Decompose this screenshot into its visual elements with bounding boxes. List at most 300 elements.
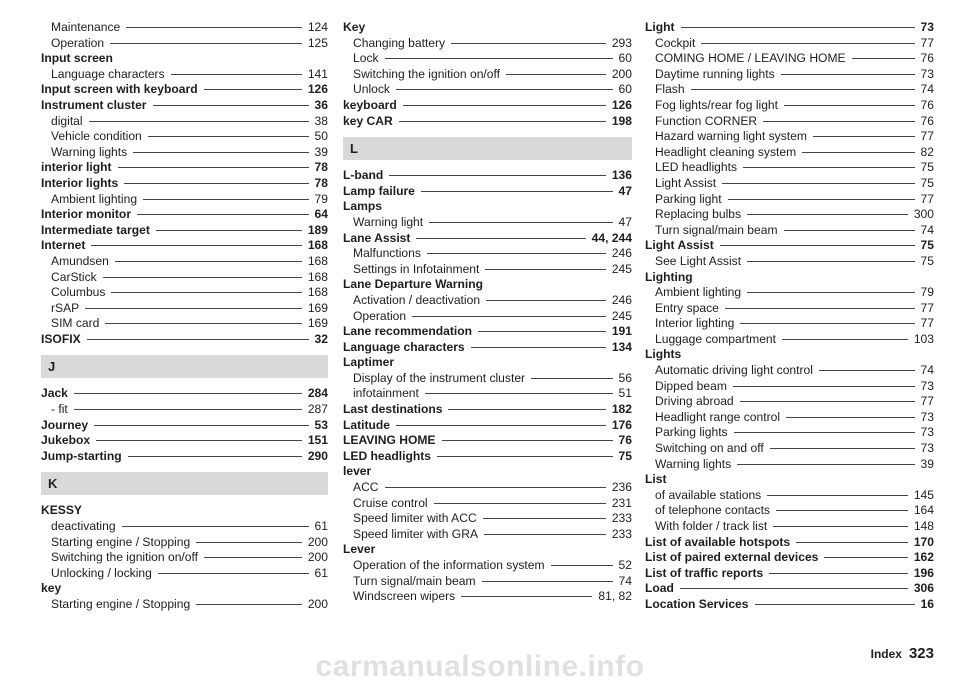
- page-reference: 60: [618, 82, 632, 97]
- index-subentry: [343, 496, 632, 512]
- index-entry: [645, 597, 934, 613]
- leader-line: [403, 105, 606, 106]
- entry-term: Lights: [645, 347, 682, 362]
- page-reference: 78: [314, 160, 328, 175]
- leader-line: [728, 199, 915, 200]
- page-reference: 53: [314, 417, 328, 432]
- index-subentry: [343, 386, 632, 402]
- index-subentry: [645, 457, 934, 473]
- page-reference: 56: [618, 370, 632, 385]
- page-reference: 82: [920, 144, 934, 159]
- index-entry: [645, 550, 934, 566]
- page-reference: 306: [913, 581, 934, 596]
- index-subentry: [41, 597, 328, 613]
- leader-line: [755, 604, 915, 605]
- leader-line: [204, 557, 302, 558]
- watermark: carmanualsonline.info: [315, 650, 645, 683]
- leader-line: [171, 74, 302, 75]
- entry-term: Location Services: [645, 596, 749, 611]
- entry-term: COMING HOME / LEAVING HOME: [655, 51, 846, 66]
- page-reference: 74: [920, 82, 934, 97]
- page-reference: 245: [611, 308, 632, 323]
- section-header: L: [343, 137, 632, 160]
- leader-line: [743, 167, 915, 168]
- entry-term: KESSY: [41, 503, 82, 518]
- entry-term: Display of the instrument cluster: [353, 370, 526, 385]
- entry-term: Daytime running lights: [655, 66, 775, 81]
- entry-term: Operation of the information system: [353, 558, 545, 572]
- entry-term: Cockpit: [655, 35, 696, 50]
- entry-term: rSAP: [51, 300, 80, 315]
- page-reference: 60: [618, 51, 632, 66]
- entry-term: Cruise control: [353, 495, 428, 510]
- entry-term: Lever: [343, 542, 376, 557]
- index-subentry: [343, 371, 632, 387]
- index-entry: [343, 199, 632, 215]
- page-reference: 169: [307, 300, 328, 315]
- index-subentry: [645, 363, 934, 379]
- leader-line: [824, 557, 907, 558]
- entry-term: Parking lights: [655, 425, 728, 440]
- page-reference: 293: [611, 35, 632, 50]
- index-subentry: [343, 480, 632, 496]
- index-entry: [41, 433, 328, 449]
- index-entry: [41, 223, 328, 239]
- leader-line: [122, 526, 309, 527]
- page-reference: 77: [920, 394, 934, 409]
- entry-term: Instrument cluster: [41, 97, 147, 112]
- entry-term: Last destinations: [343, 402, 443, 417]
- entry-term: Internet: [41, 238, 86, 253]
- leader-line: [773, 526, 908, 527]
- index-subentry: [41, 566, 328, 582]
- index-subentry: [41, 254, 328, 270]
- page-reference: 198: [611, 113, 632, 128]
- page-reference: 189: [307, 222, 328, 237]
- page-reference: 76: [920, 113, 934, 128]
- page-reference: 200: [307, 597, 328, 611]
- index-subentry: [645, 145, 934, 161]
- leader-line: [681, 27, 915, 28]
- leader-line: [782, 339, 908, 340]
- leader-line: [196, 542, 302, 543]
- page-reference: 75: [920, 253, 934, 268]
- leader-line: [733, 386, 915, 387]
- index-entry: [343, 114, 632, 130]
- index-column-1: [41, 20, 328, 613]
- index-entry: [645, 566, 934, 582]
- entry-term: Light: [645, 20, 675, 34]
- leader-line: [103, 277, 302, 278]
- entry-term: Latitude: [343, 417, 391, 432]
- index-entry: [41, 176, 328, 192]
- index-subentry: [343, 309, 632, 325]
- section-header: J: [41, 355, 328, 378]
- entry-term: Warning lights: [655, 456, 732, 471]
- index-entry: [343, 542, 632, 558]
- entry-term: Ambient lighting: [655, 285, 742, 300]
- index-subentry: [645, 410, 934, 426]
- leader-line: [482, 581, 613, 582]
- index-subentry: [41, 301, 328, 317]
- index-entry: [41, 238, 328, 254]
- entry-term: L-band: [343, 168, 384, 183]
- entry-term: SIM card: [51, 316, 100, 331]
- index-subentry: [645, 441, 934, 457]
- page-reference: 151: [307, 433, 328, 448]
- leader-line: [143, 199, 308, 200]
- leader-line: [412, 316, 606, 317]
- entry-term: Starting engine / Stopping: [51, 597, 191, 611]
- leader-line: [478, 331, 606, 332]
- entry-term: Warning light: [353, 214, 424, 229]
- leader-line: [437, 456, 613, 457]
- page-reference: 148: [913, 519, 934, 533]
- index-subentry: [343, 262, 632, 278]
- entry-term: Light Assist: [645, 238, 714, 253]
- index-subentry: [343, 511, 632, 527]
- leader-line: [137, 214, 309, 215]
- entry-term: Input screen with keyboard: [41, 82, 198, 97]
- leader-line: [784, 105, 915, 106]
- leader-line: [747, 214, 908, 215]
- leader-line: [786, 417, 914, 418]
- index-subentry: [645, 160, 934, 176]
- index-subentry: [645, 316, 934, 332]
- page-reference: 168: [307, 285, 328, 300]
- page-reference: 300: [913, 207, 934, 222]
- page-reference: 73: [920, 409, 934, 424]
- leader-line: [115, 261, 302, 262]
- index-subentry: [645, 67, 934, 83]
- index-subentry: [41, 192, 328, 208]
- leader-line: [416, 238, 585, 239]
- page-reference: 233: [611, 511, 632, 526]
- leader-line: [734, 432, 915, 433]
- entry-term: Hazard warning light system: [655, 129, 807, 144]
- page-reference: 77: [920, 35, 934, 50]
- leader-line: [486, 300, 606, 301]
- leader-line: [796, 542, 908, 543]
- index-subentry: [41, 285, 328, 301]
- page-reference: 162: [913, 550, 934, 565]
- leader-line: [425, 393, 613, 394]
- index-entry: [645, 238, 934, 254]
- leader-line: [196, 604, 302, 605]
- index-subentry: [343, 558, 632, 574]
- entry-term: Lighting: [645, 269, 693, 284]
- index-entry: [343, 433, 632, 449]
- page-reference: 125: [307, 35, 328, 50]
- index-subentry: [645, 254, 934, 270]
- index-subentry: [343, 215, 632, 231]
- index-entry: [343, 418, 632, 434]
- entry-term: Switching the ignition on/off: [51, 550, 199, 565]
- leader-line: [124, 183, 308, 184]
- entry-term: Speed limiter with GRA: [353, 526, 479, 541]
- index-entry: [41, 51, 328, 67]
- leader-line: [770, 448, 915, 449]
- entry-term: Entry space: [655, 300, 719, 315]
- leader-line: [740, 401, 915, 402]
- entry-term: Changing battery: [353, 35, 446, 50]
- page-reference: 74: [920, 363, 934, 378]
- index-entry: [343, 277, 632, 293]
- entry-term: Columbus: [51, 285, 106, 300]
- entry-term: key CAR: [343, 113, 393, 128]
- entry-term: Malfunctions: [353, 246, 421, 261]
- page-reference: 200: [307, 534, 328, 549]
- entry-term: Lamps: [343, 199, 382, 214]
- entry-term: LEAVING HOME: [343, 433, 436, 448]
- leader-line: [85, 308, 302, 309]
- entry-term: See Light Assist: [655, 253, 742, 268]
- page-reference: 73: [920, 378, 934, 393]
- index-entry: [343, 184, 632, 200]
- page-reference: 103: [913, 331, 934, 346]
- page-reference: 287: [307, 402, 328, 417]
- leader-line: [784, 230, 915, 231]
- leader-line: [747, 292, 914, 293]
- index-entry: [343, 20, 632, 36]
- leader-line: [852, 58, 915, 59]
- index-subentry: [41, 316, 328, 332]
- leader-line: [96, 440, 302, 441]
- page-reference: 47: [618, 214, 632, 229]
- index-subentry: [645, 285, 934, 301]
- entry-term: Luggage compartment: [655, 331, 777, 346]
- page-reference: 75: [920, 238, 934, 253]
- index-entry: [343, 168, 632, 184]
- leader-line: [399, 121, 606, 122]
- entry-term: Key: [343, 20, 366, 34]
- leader-line: [427, 253, 606, 254]
- leader-line: [767, 495, 908, 496]
- leader-line: [747, 261, 914, 262]
- leader-line: [819, 370, 915, 371]
- entry-term: With folder / track list: [655, 519, 768, 533]
- page-reference: 44, 244: [591, 230, 632, 245]
- leader-line: [776, 510, 908, 511]
- index-entry: [41, 449, 328, 465]
- page-reference: 78: [314, 175, 328, 190]
- entry-term: Light Assist: [655, 175, 717, 190]
- index-entry: [41, 82, 328, 98]
- section-header: K: [41, 472, 328, 495]
- leader-line: [396, 89, 613, 90]
- page-reference: 39: [920, 456, 934, 471]
- page-reference: 168: [307, 238, 328, 253]
- entry-term: Unlocking / locking: [51, 565, 152, 580]
- index-subentry: [343, 67, 632, 83]
- page-reference: 191: [611, 324, 632, 339]
- page-reference: 73: [920, 425, 934, 440]
- page-reference: 16: [920, 596, 934, 611]
- entry-term: Interior lighting: [655, 316, 735, 331]
- page-reference: 168: [307, 253, 328, 268]
- leader-line: [531, 378, 612, 379]
- index-subentry: [645, 301, 934, 317]
- index-entry: [343, 324, 632, 340]
- page-reference: 126: [307, 82, 328, 97]
- entry-term: Lamp failure: [343, 183, 415, 198]
- index-entry: [41, 332, 328, 348]
- page-reference: 168: [307, 269, 328, 284]
- index-subentry: [645, 192, 934, 208]
- entry-term: interior light: [41, 160, 112, 175]
- page-reference: 182: [611, 402, 632, 417]
- leader-line: [385, 487, 606, 488]
- page-reference: 245: [611, 261, 632, 276]
- page-reference: 73: [920, 441, 934, 456]
- leader-line: [421, 191, 613, 192]
- index-entry: [645, 270, 934, 286]
- page-reference: 61: [314, 519, 328, 534]
- entry-term: LED headlights: [343, 448, 432, 463]
- page-reference: 76: [920, 51, 934, 66]
- page-reference: 75: [920, 160, 934, 175]
- leader-line: [133, 152, 308, 153]
- entry-term: Load: [645, 581, 674, 596]
- index-subentry: [343, 527, 632, 543]
- page-reference: 77: [920, 191, 934, 206]
- page-reference: 47: [618, 183, 632, 198]
- entry-term: CarStick: [51, 269, 97, 284]
- index-subentry: [343, 246, 632, 262]
- index-column-3: [645, 20, 934, 613]
- leader-line: [434, 503, 606, 504]
- entry-term: key: [41, 581, 62, 596]
- leader-line: [385, 58, 613, 59]
- leader-line: [389, 175, 606, 176]
- index-subentry: [41, 20, 328, 36]
- index-entry: [41, 418, 328, 434]
- page-reference: 246: [611, 292, 632, 307]
- leader-line: [484, 534, 606, 535]
- index-entry: [41, 503, 328, 519]
- entry-term: digital: [51, 113, 83, 128]
- entry-term: Interior lights: [41, 175, 119, 190]
- leader-line: [429, 222, 612, 223]
- index-subentry: [645, 114, 934, 130]
- entry-term: Function CORNER: [655, 113, 758, 128]
- entry-term: Jump-starting: [41, 448, 122, 463]
- page-reference: 141: [307, 66, 328, 81]
- leader-line: [87, 339, 309, 340]
- index-subentry: [41, 270, 328, 286]
- index-subentry: [41, 519, 328, 535]
- index-subentry: [645, 51, 934, 67]
- index-subentry: [645, 82, 934, 98]
- page-reference: 176: [611, 417, 632, 432]
- entry-term: Dipped beam: [655, 378, 727, 393]
- page-reference: 73: [920, 20, 934, 34]
- entry-term: Flash: [655, 82, 685, 97]
- leader-line: [105, 323, 301, 324]
- entry-term: infotainment: [353, 386, 419, 401]
- entry-term: Journey: [41, 417, 89, 432]
- leader-line: [737, 464, 914, 465]
- entry-term: Language characters: [343, 339, 465, 354]
- leader-line: [74, 409, 302, 410]
- index-subentry: [645, 98, 934, 114]
- index-subentry: [645, 503, 934, 519]
- leader-line: [89, 121, 309, 122]
- index-entry: [343, 98, 632, 114]
- footer-label: Index: [870, 647, 902, 661]
- page-reference: 284: [307, 386, 328, 401]
- entry-term: Speed limiter with ACC: [353, 511, 477, 526]
- index-subentry: [41, 67, 328, 83]
- index-column-2: [343, 20, 632, 605]
- entry-term: of available stations: [655, 487, 762, 502]
- page-reference: 124: [307, 20, 328, 34]
- entry-term: ACC: [353, 480, 379, 495]
- entry-term: Lock: [353, 51, 379, 66]
- leader-line: [769, 573, 908, 574]
- page-reference: 134: [611, 339, 632, 354]
- index-subentry: [645, 207, 934, 223]
- page-reference: 290: [307, 448, 328, 463]
- page-reference: 246: [611, 246, 632, 261]
- leader-line: [483, 518, 606, 519]
- leader-line: [725, 308, 915, 309]
- entry-term: Input screen: [41, 51, 113, 66]
- page-reference: 145: [913, 487, 934, 502]
- page-reference: 61: [314, 565, 328, 580]
- entry-term: Language characters: [51, 66, 165, 81]
- index-subentry: [343, 36, 632, 52]
- leader-line: [153, 105, 309, 106]
- entry-term: Replacing bulbs: [655, 207, 742, 222]
- leader-line: [740, 323, 914, 324]
- entry-term: Switching on and off: [655, 441, 764, 456]
- leader-line: [148, 136, 309, 137]
- index-subentry: [645, 332, 934, 348]
- index-subentry: [645, 394, 934, 410]
- entry-term: Amundsen: [51, 253, 109, 268]
- entry-term: lever: [343, 464, 372, 479]
- index-entry: [343, 464, 632, 480]
- index-subentry: [645, 176, 934, 192]
- page-reference: 76: [920, 97, 934, 112]
- entry-term: List of paired external devices: [645, 550, 819, 565]
- entry-term: Ambient lighting: [51, 191, 138, 206]
- index-entry: [41, 386, 328, 402]
- page-reference: 75: [920, 175, 934, 190]
- entry-term: List of available hotspots: [645, 534, 791, 549]
- entry-term: Parking light: [655, 191, 722, 206]
- page-reference: 50: [314, 129, 328, 144]
- page-reference: 39: [314, 144, 328, 159]
- page-reference: 51: [618, 386, 632, 401]
- index-subentry: [41, 550, 328, 566]
- entry-term: Lane recommendation: [343, 324, 473, 339]
- page-reference: 126: [611, 97, 632, 112]
- entry-term: Headlight range control: [655, 409, 781, 424]
- index-entry: [343, 355, 632, 371]
- index-subentry: [645, 488, 934, 504]
- page-reference: 38: [314, 113, 328, 128]
- leader-line: [204, 89, 302, 90]
- entry-term: List: [645, 472, 667, 487]
- entry-term: Fog lights/rear fog light: [655, 97, 779, 112]
- index-subentry: [343, 293, 632, 309]
- page-reference: 200: [307, 550, 328, 565]
- entry-term: LED headlights: [655, 160, 738, 175]
- entry-term: Maintenance: [51, 20, 121, 34]
- entry-term: Starting engine / Stopping: [51, 534, 191, 549]
